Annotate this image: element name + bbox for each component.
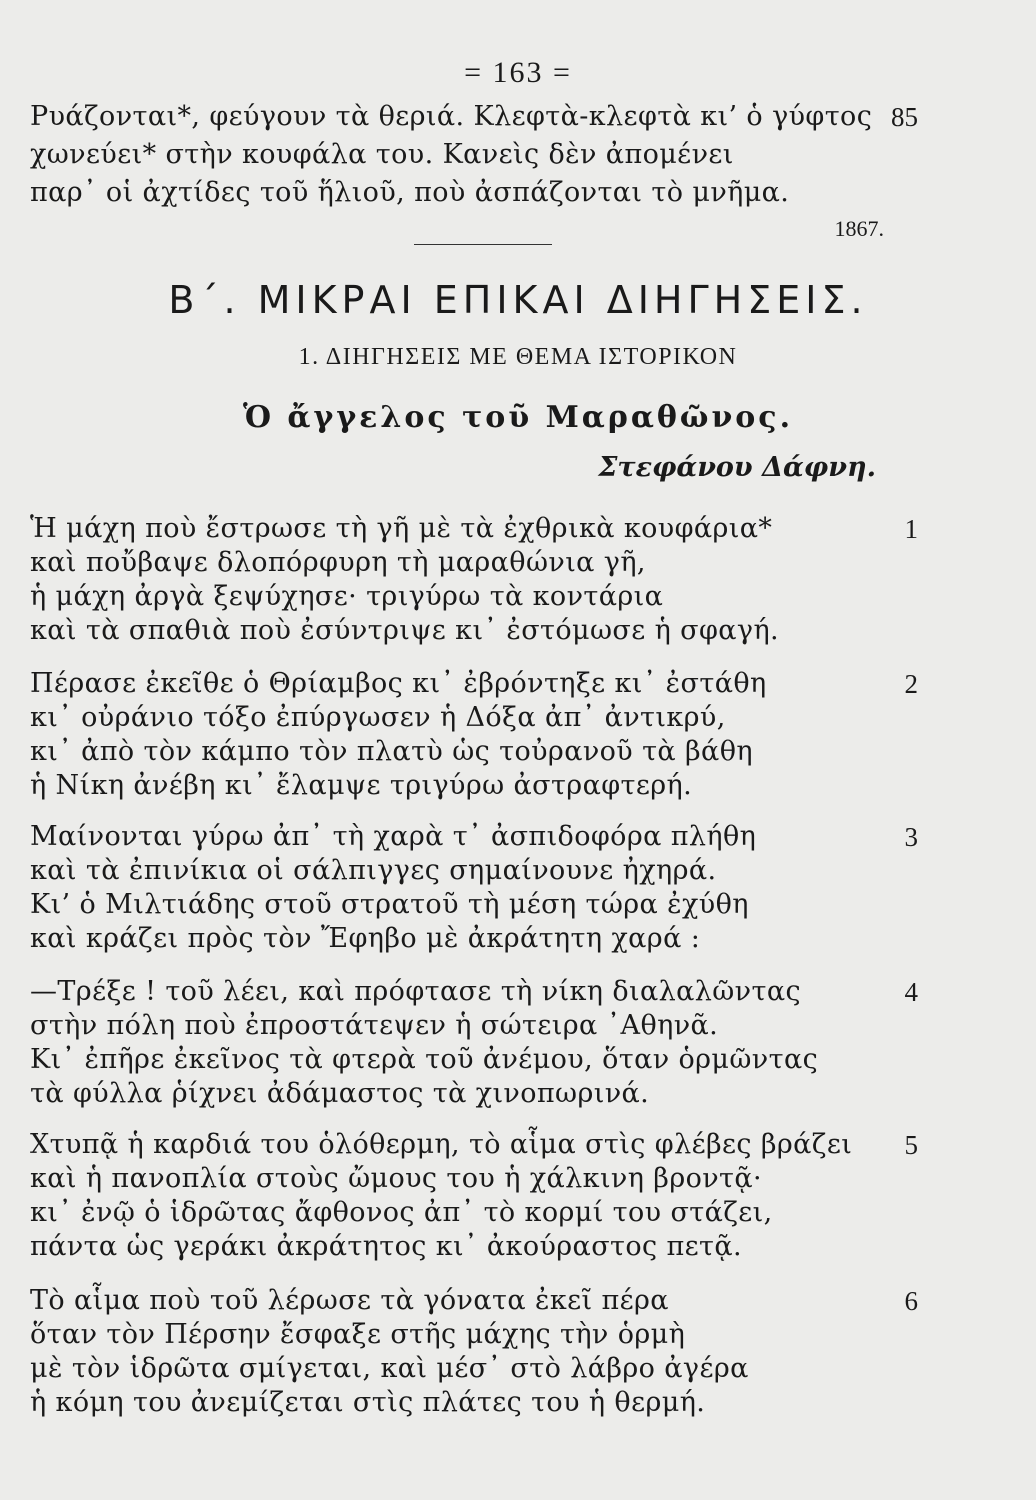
poem-line: καὶ τὰ σπαθιὰ ποὺ ἐσύντριψε κι᾽ ἐστόμωσε ἡ σφαγή. [30, 615, 780, 646]
page-number: = 163 = [464, 56, 572, 89]
previous-poem-line: παρ᾽ οἱ ἀχτίδες τοῦ ἥλιοῦ, ποὺ ἀσπάζονται τὸ μνῆμα. [30, 177, 790, 208]
poem-line: πάντα ὡς γεράκι ἀκράτητος κι᾽ ἀκούραστος πετᾷ. [30, 1231, 743, 1262]
poem-line: κι᾽ ἀπὸ τὸν κάμπο τὸν πλατὺ ὡς τοὐρανοῦ τὰ βάθη [30, 736, 753, 767]
stanza-number: 4 [904, 977, 918, 1007]
stanza-number: 3 [904, 822, 918, 852]
poem-line: καὶ κράζει πρὸς τὸν Ἔφηβο μὲ ἀκράτητη χαρά : [30, 923, 701, 954]
poem-line: ὅταν τὸν Πέρσην ἔσφαξε στῆς μάχης τὴν ὁρμὴ [30, 1319, 686, 1350]
poem-line: Κι’ ὁ Μιλτιάδης στοῦ στρατοῦ τὴ μέση τώρα ἐχύθη [30, 889, 749, 920]
poem-line: ἡ μάχη ἀργὰ ξεψύχησε· τριγύρω τὰ κοντάρια [30, 581, 664, 612]
poem-line: κι᾽ ἐνῷ ὁ ἱδρῶτας ἄφθονος ἀπ᾽ τὸ κορμί του στάζει, [30, 1197, 773, 1228]
poem-line: Τὸ αἷμα ποὺ τοῦ λέρωσε τὰ γόνατα ἐκεῖ πέρα [30, 1285, 669, 1316]
stanza-number: 5 [904, 1130, 918, 1160]
stanza-number: 2 [904, 669, 918, 699]
previous-poem-line: Ρυάζονται*, φεύγουν τὰ θεριά. Κλεφτὰ-κλεφτὰ κι’ ὁ γύφτος [30, 101, 873, 132]
poem-line: τὰ φύλλα ῥίχνει ἀδάμαστος τὰ χινοπωρινά. [30, 1078, 650, 1109]
previous-poem-line: χωνεύει* στὴν κουφάλα του. Κανεὶς δὲν ἀπομένει [30, 139, 734, 170]
poem-line: Μαίνονται γύρω ἀπ᾽ τὴ χαρὰ τ᾽ ἀσπιδοφόρα πλήθη [30, 821, 757, 852]
poem-line: κι᾽ οὐράνιο τόξο ἐπύργωσεν ἡ Δόξα ἀπ᾽ ἀντικρύ, [30, 702, 726, 733]
poem-line: ἡ κόμη του ἀνεμίζεται στὶς πλάτες του ἡ θερμή. [30, 1387, 706, 1418]
poem-line: Κι᾽ ἐπῆρε ἐκεῖνος τὰ φτερὰ τοῦ ἀνέμου, ὅταν ὁρμῶντας [30, 1044, 819, 1075]
poem-line: Πέρασε ἐκεῖθε ὁ Θρίαμβος κι᾽ ἐβρόντηξε κι᾽ ἐστάθη [30, 668, 767, 699]
poem-line: καὶ τὰ ἐπινίκια οἱ σάλπιγγες σημαίνουνε ἠχηρά. [30, 855, 717, 886]
poem-line: ἡ Νίκη ἀνέβη κι᾽ ἔλαμψε τριγύρω ἀστραφτερή. [30, 770, 693, 801]
poem-line: καὶ ποὔβαψε δλοπόρφυρη τὴ μαραθώνια γῆ, [30, 547, 646, 578]
poem-line: Χτυπᾷ ἡ καρδιά του ὁλόθερμη, τὸ αἷμα στὶς φλέβες βράζει [30, 1129, 853, 1160]
subsection-title: 1. ΔΙΗΓΗΣΕΙΣ ΜΕ ΘΕΜΑ ΙΣΤΟΡΙΚΟΝ [298, 344, 738, 370]
poem-line: καὶ ἡ πανοπλία στοὺς ὤμους του ἡ χάλκινη βροντᾷ· [30, 1163, 763, 1194]
separator-rule [414, 244, 552, 245]
poem-author: Στεφάνου Δάφνη. [598, 452, 876, 483]
poem-line: Ἡ μάχη ποὺ ἔστρωσε τὴ γῆ μὲ τὰ ἐχθρικὰ κουφάρια* [30, 513, 773, 544]
poem-line: στὴν πόλη ποὺ ἐπροστάτεψεν ἡ σώτειρα ᾽Αθηνᾶ. [30, 1010, 719, 1041]
poem-line: —Τρέξε ! τοῦ λέει, καὶ πρόφτασε τὴ νίκη διαλαλῶντας [30, 976, 801, 1007]
verse-number: 85 [891, 102, 918, 132]
stanza-number: 1 [904, 514, 918, 544]
poem-line: μὲ τὸν ἱδρῶτα σμίγεται, καὶ μέσ᾽ στὸ λάβρο ἀγέρα [30, 1353, 749, 1384]
section-title: Β΄. ΜΙΚΡΑΙ ΕΠΙΚΑΙ ΔΙΗΓΗΣΕΙΣ. [168, 278, 868, 322]
stanza-number: 6 [904, 1286, 918, 1316]
poem-title: Ὁ ἄγγελος τοῦ Μαραθῶνος. [242, 400, 794, 435]
poem-year: 1867. [834, 216, 884, 241]
